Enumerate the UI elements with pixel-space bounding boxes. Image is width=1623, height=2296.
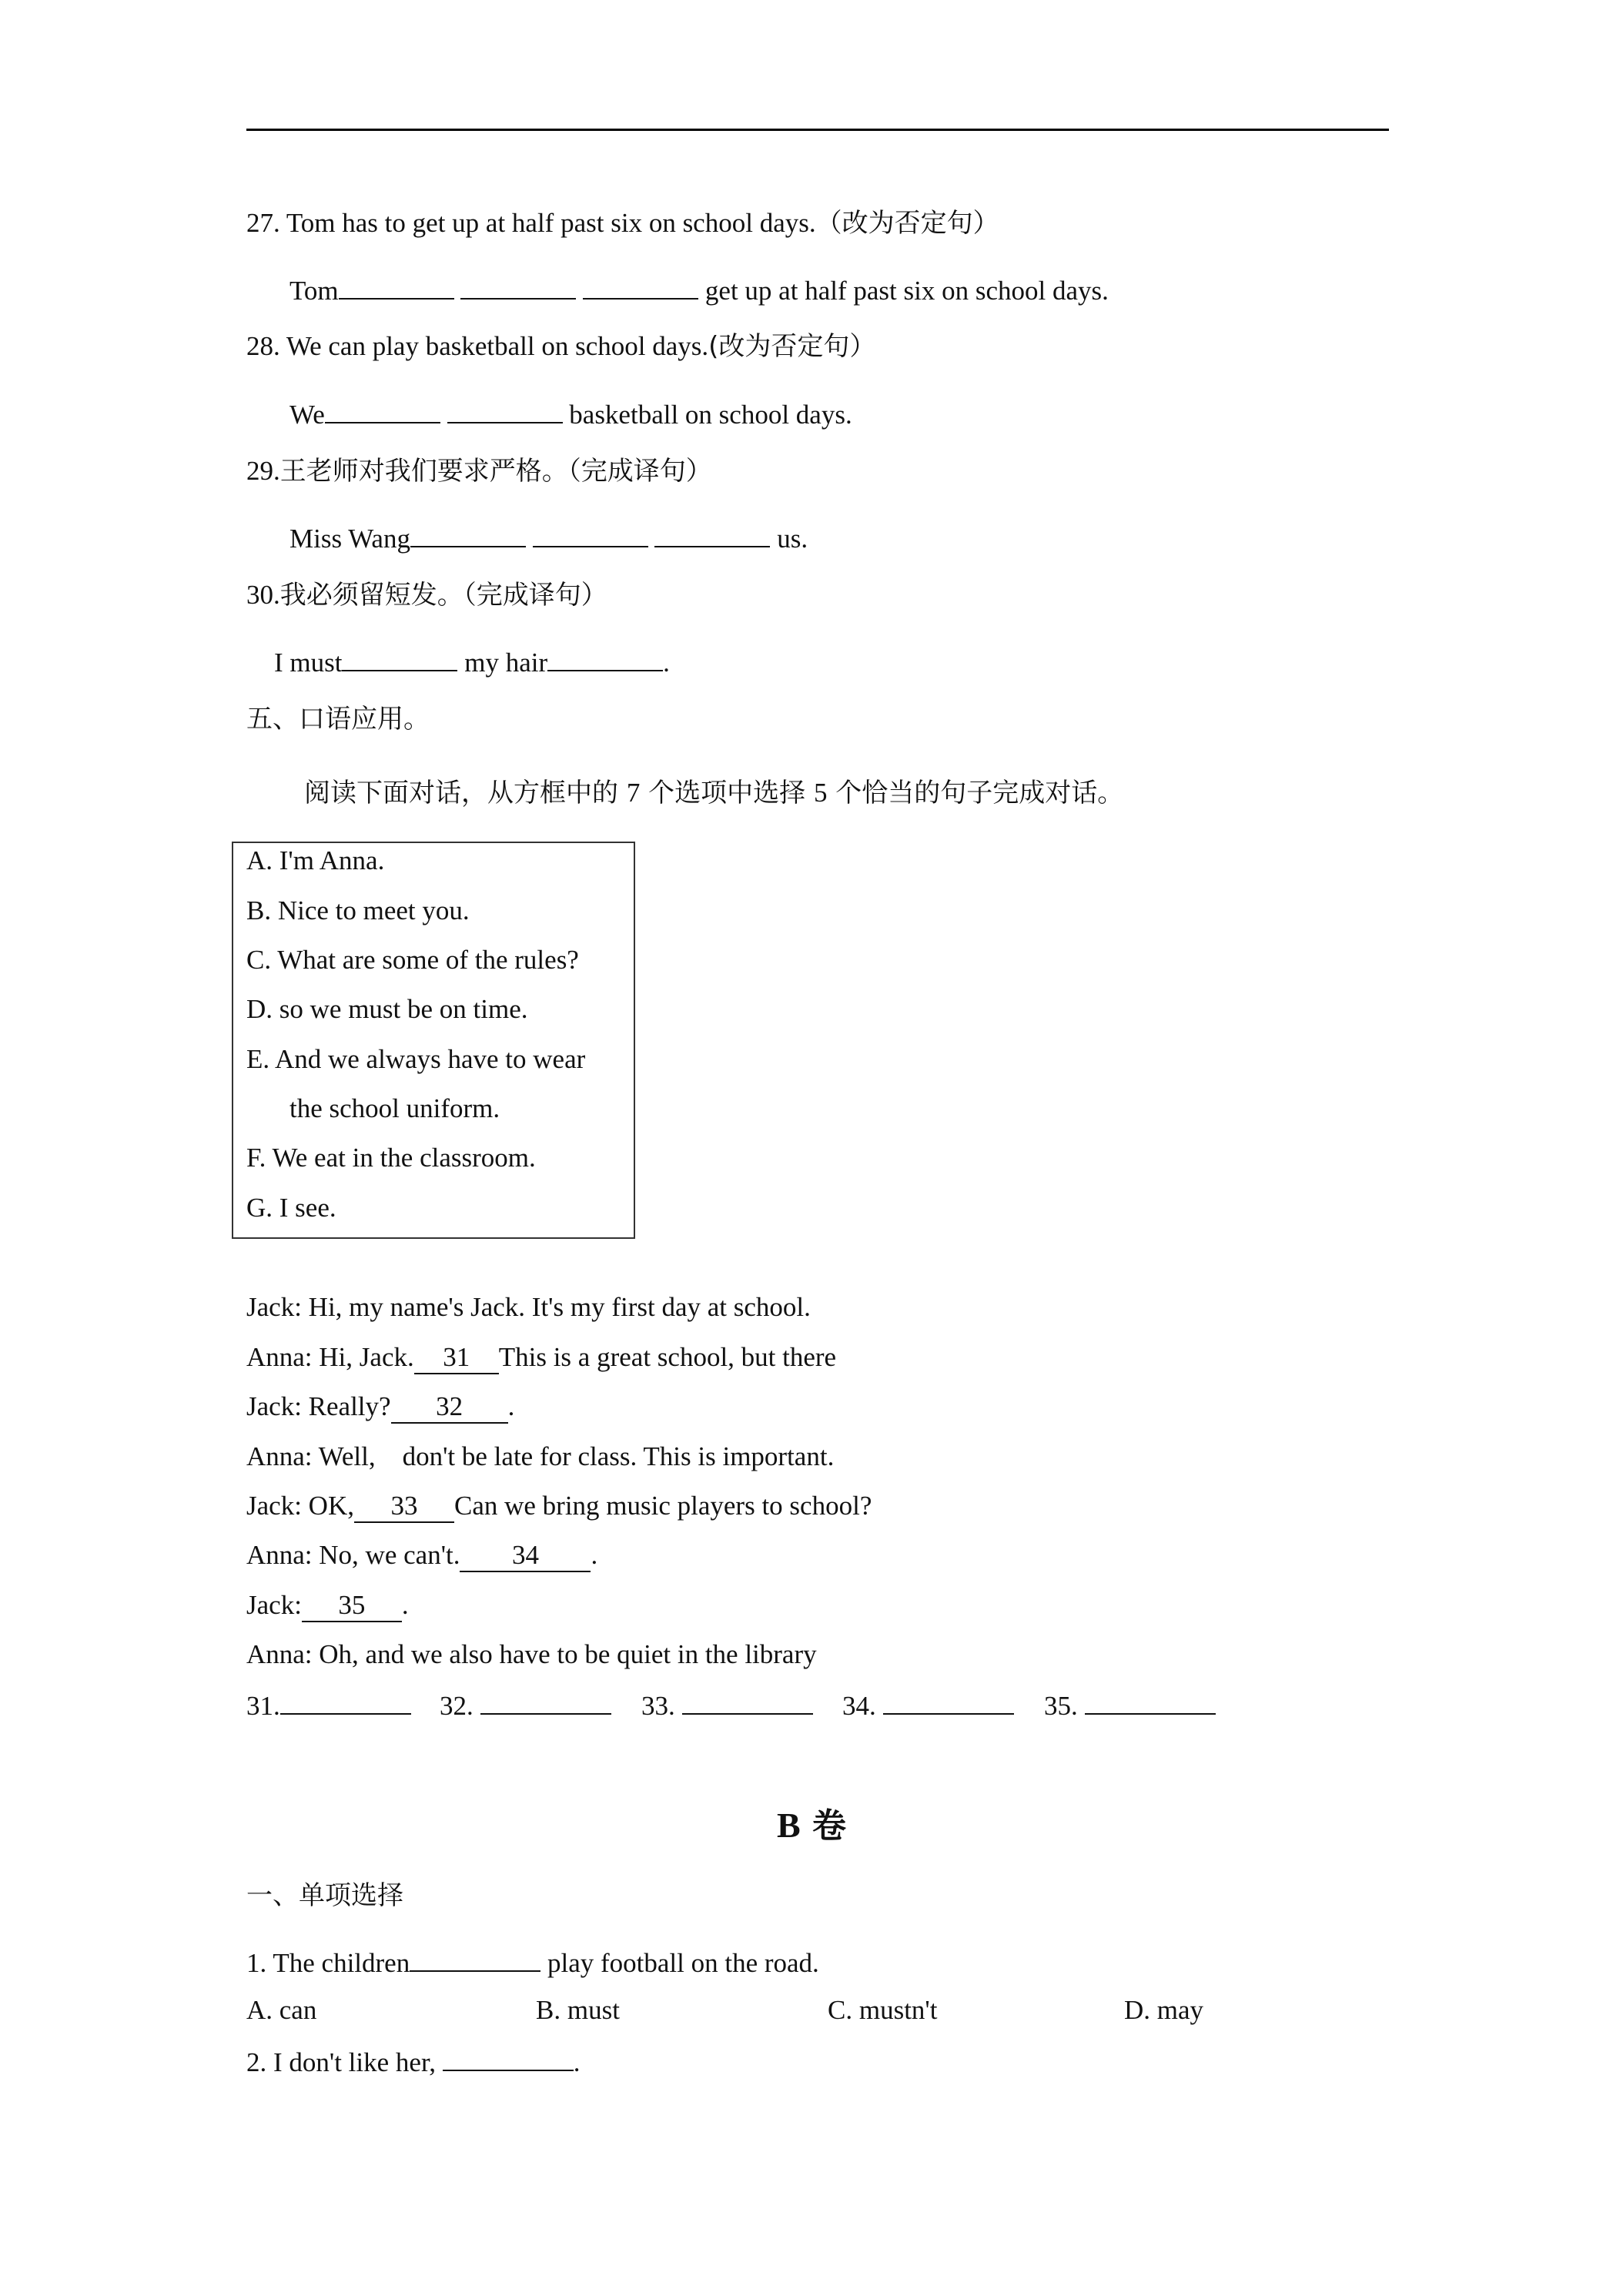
question-30 <box>246 580 607 611</box>
dialogue-blank-32[interactable]: 32 <box>391 1391 508 1424</box>
answer-28 <box>289 397 852 430</box>
q1-option-c[interactable]: C. mustn't <box>828 1995 938 2025</box>
question-30-text: 我必须留短发。（完成译句） <box>279 580 607 611</box>
answer-30-suffix: . <box>663 648 670 678</box>
option-d: D. so we must be on time. <box>246 994 528 1024</box>
answer-row <box>246 1689 411 1722</box>
answer-label-31: 31. <box>246 1691 280 1721</box>
answer-30 <box>274 645 670 678</box>
section-5-heading: 五、口语应用。 <box>246 704 430 735</box>
dialogue-text: . <box>401 1590 409 1620</box>
blank[interactable] <box>339 273 454 300</box>
option-c: C. What are some of the rules? <box>246 945 579 975</box>
direction-text: 个选项中选择 <box>640 778 814 808</box>
blank[interactable] <box>447 397 563 423</box>
dialogue-line-5 <box>246 1491 872 1523</box>
q1-option-a[interactable]: A. can <box>246 1995 317 2025</box>
blank[interactable] <box>325 397 440 423</box>
question-29 <box>246 456 712 487</box>
question-28 <box>246 331 875 362</box>
option-g: G. I see. <box>246 1193 336 1223</box>
blank[interactable] <box>410 1946 540 1972</box>
answer-30-prefix: I must <box>274 648 343 678</box>
blank[interactable] <box>460 273 576 300</box>
dialogue-line-8: Anna: Oh, and we also have to be quiet in the library <box>246 1639 817 1669</box>
answer-row <box>1044 1689 1216 1722</box>
option-e-continued: the school uniform. <box>289 1093 500 1123</box>
dialogue-text: Jack: <box>246 1590 302 1620</box>
question-30-number: 30. <box>246 580 280 610</box>
dialogue-text: Anna: Hi, Jack. <box>246 1342 414 1372</box>
blank[interactable] <box>547 645 663 671</box>
blank[interactable] <box>443 2045 574 2071</box>
dialogue-line-7 <box>246 1590 409 1622</box>
question-1-text: play football on the road. <box>540 1948 819 1978</box>
option-b: B. Nice to meet you. <box>246 895 470 925</box>
dialogue-text: . <box>507 1391 515 1421</box>
dialogue-line-3 <box>246 1391 514 1424</box>
question-27-instruction: （改为否定句） <box>815 208 999 239</box>
answer-27-prefix: Tom <box>289 276 339 306</box>
section-1-heading: 一、单项选择 <box>246 1880 403 1911</box>
answer-blank-31[interactable] <box>280 1689 411 1715</box>
answer-30-middle: my hair <box>457 648 548 678</box>
section-5-direction <box>304 778 1123 808</box>
dialogue-text: This is a great school, but there <box>498 1342 837 1372</box>
question-2-text: 2. I don't like her, <box>246 2047 443 2077</box>
question-27 <box>246 208 999 239</box>
answer-blank-33[interactable] <box>682 1689 813 1715</box>
answer-29 <box>289 521 808 554</box>
dialogue-line-6 <box>246 1540 597 1572</box>
dialogue-blank-33[interactable]: 33 <box>354 1491 454 1523</box>
answer-row <box>641 1689 813 1722</box>
dialogue-text: Can we bring music players to school? <box>453 1491 872 1521</box>
dialogue-text: Anna: No, we can't. <box>246 1540 460 1570</box>
answer-28-suffix: basketball on school days. <box>562 400 852 430</box>
answer-blank-35[interactable] <box>1085 1689 1216 1715</box>
direction-text: 个恰当的句子完成对话。 <box>827 778 1124 808</box>
dialogue-text: . <box>591 1540 598 1570</box>
option-e: E. And we always have to wear <box>246 1044 586 1074</box>
answer-label-34: 34. <box>842 1691 883 1721</box>
answer-row <box>440 1689 611 1722</box>
dialogue-line-2 <box>246 1342 836 1374</box>
blank[interactable] <box>342 645 457 671</box>
question-2 <box>246 2045 580 2078</box>
blank[interactable] <box>583 273 698 300</box>
q1-option-d[interactable]: D. may <box>1124 1995 1204 2025</box>
answer-label-33: 33. <box>641 1691 682 1721</box>
part-b-letter: B <box>776 1806 801 1845</box>
answer-row <box>842 1689 1014 1722</box>
answer-29-suffix: us. <box>770 524 808 554</box>
direction-text: 阅读下面对话，从方框中的 <box>304 778 627 808</box>
dialogue-blank-34[interactable]: 34 <box>460 1540 591 1572</box>
answer-label-32: 32. <box>440 1691 480 1721</box>
question-28-instruction: (改为否定句） <box>708 331 876 362</box>
answer-28-prefix: We <box>289 400 325 430</box>
header-rule <box>246 129 1389 131</box>
answer-blank-32[interactable] <box>480 1689 611 1715</box>
option-a: A. I'm Anna. <box>246 845 385 875</box>
answer-label-35: 35. <box>1044 1691 1085 1721</box>
answer-27-suffix: get up at half past six on school days. <box>698 276 1109 306</box>
question-1-text: 1. The children <box>246 1948 410 1978</box>
dialogue-blank-31[interactable]: 31 <box>414 1342 499 1374</box>
question-28-text: 28. We can play basketball on school days. <box>246 331 709 361</box>
question-29-text: 王老师对我们要求严格。（完成译句） <box>279 456 712 487</box>
question-2-text: . <box>573 2047 581 2077</box>
blank[interactable] <box>410 521 526 547</box>
q1-option-b[interactable]: B. must <box>536 1995 620 2025</box>
dialogue-text: Jack: OK, <box>246 1491 354 1521</box>
blank[interactable] <box>533 521 648 547</box>
direction-number: 7 <box>626 778 641 808</box>
direction-number: 5 <box>813 778 828 808</box>
dialogue-line-4: Anna: Well, don't be late for class. This is important. <box>246 1441 835 1471</box>
dialogue-text: Jack: Really? <box>246 1391 391 1421</box>
dialogue-blank-35[interactable]: 35 <box>302 1590 402 1622</box>
part-b-title <box>0 1798 1623 1847</box>
answer-blank-34[interactable] <box>883 1689 1014 1715</box>
question-1 <box>246 1946 819 1979</box>
dialogue-line-1: Jack: Hi, my name's Jack. It's my first day at school. <box>246 1292 811 1322</box>
option-f: F. We eat in the classroom. <box>246 1143 536 1173</box>
blank[interactable] <box>654 521 770 547</box>
answer-29-prefix: Miss Wang <box>289 524 410 554</box>
question-29-number: 29. <box>246 456 280 486</box>
answer-27 <box>289 273 1109 306</box>
part-b-juan: 卷 <box>800 1806 846 1846</box>
question-27-text: 27. Tom has to get up at half past six on school days. <box>246 208 816 238</box>
